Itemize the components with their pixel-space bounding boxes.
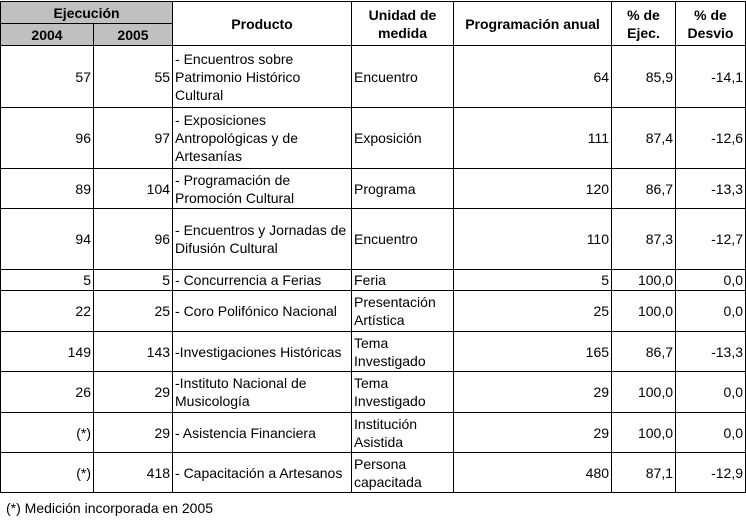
header-2004: 2004 — [1, 24, 94, 46]
cell-unidad: Institución Asistida — [352, 413, 454, 453]
cell-programacion: 29 — [454, 413, 612, 453]
cell-programacion: 25 — [454, 291, 612, 332]
cell-producto: - Encuentros sobre Patrimonio Histórico Cultural — [173, 46, 352, 108]
cell-programacion: 64 — [454, 46, 612, 108]
cell-2004: 22 — [1, 291, 94, 332]
cell-pct-desvio: 0,0 — [676, 372, 746, 413]
header-programacion: Programación anual — [454, 2, 612, 46]
cell-unidad: Programa — [352, 169, 454, 209]
execution-table — [0, 1, 746, 493]
header-ejecucion: Ejecución — [1, 2, 173, 24]
cell-2004: (*) — [1, 413, 94, 453]
cell-pct-ejec: 87,3 — [612, 209, 676, 270]
cell-2004: 94 — [1, 209, 94, 270]
cell-2004: 5 — [1, 270, 94, 291]
cell-producto: - Asistencia Financiera — [173, 413, 352, 453]
cell-unidad: Tema Investigado — [352, 372, 454, 413]
cell-unidad: Presentación Artística — [352, 291, 454, 332]
cell-programacion: 5 — [454, 270, 612, 291]
cell-producto: - Coro Polifónico Nacional — [173, 291, 352, 332]
cell-pct-ejec: 85,9 — [612, 46, 676, 108]
table-row — [1, 413, 746, 453]
cell-programacion: 111 — [454, 108, 612, 169]
cell-2004: 26 — [1, 372, 94, 413]
cell-pct-ejec: 87,4 — [612, 108, 676, 169]
cell-2005: 55 — [94, 46, 173, 108]
cell-producto: - Exposiciones Antropológicas y de Artesanías — [173, 108, 352, 169]
table-row — [1, 453, 746, 493]
table-row — [1, 270, 746, 291]
cell-pct-ejec: 100,0 — [612, 291, 676, 332]
cell-pct-desvio: -12,9 — [676, 453, 746, 493]
cell-2005: 29 — [94, 413, 173, 453]
header-pct-desvio: % de Desvio — [676, 2, 746, 46]
cell-unidad: Persona capacitada — [352, 453, 454, 493]
table-row — [1, 46, 746, 108]
cell-programacion: 480 — [454, 453, 612, 493]
cell-unidad: Encuentro — [352, 46, 454, 108]
table-row — [1, 169, 746, 209]
cell-programacion: 29 — [454, 372, 612, 413]
cell-programacion: 120 — [454, 169, 612, 209]
cell-producto: - Capacitación a Artesanos — [173, 453, 352, 493]
table-row — [1, 372, 746, 413]
cell-pct-ejec: 86,7 — [612, 332, 676, 372]
cell-pct-desvio: 0,0 — [676, 270, 746, 291]
table-row — [1, 209, 746, 270]
cell-2004: (*) — [1, 453, 94, 493]
cell-pct-ejec: 87,1 — [612, 453, 676, 493]
cell-unidad: Exposición — [352, 108, 454, 169]
cell-pct-ejec: 100,0 — [612, 413, 676, 453]
cell-pct-desvio: -12,6 — [676, 108, 746, 169]
cell-2004: 96 — [1, 108, 94, 169]
cell-pct-ejec: 86,7 — [612, 169, 676, 209]
cell-2004: 89 — [1, 169, 94, 209]
cell-2005: 97 — [94, 108, 173, 169]
cell-unidad: Tema Investigado — [352, 332, 454, 372]
cell-2005: 25 — [94, 291, 173, 332]
cell-pct-desvio: -12,7 — [676, 209, 746, 270]
table-row — [1, 332, 746, 372]
cell-2005: 5 — [94, 270, 173, 291]
cell-pct-desvio: -13,3 — [676, 169, 746, 209]
cell-2005: 418 — [94, 453, 173, 493]
cell-pct-ejec: 100,0 — [612, 270, 676, 291]
cell-2004: 149 — [1, 332, 94, 372]
cell-2005: 104 — [94, 169, 173, 209]
header-2005: 2005 — [94, 24, 173, 46]
cell-producto: -Investigaciones Históricas — [173, 332, 352, 372]
table-row — [1, 291, 746, 332]
cell-2004: 57 — [1, 46, 94, 108]
cell-unidad: Feria — [352, 270, 454, 291]
cell-pct-ejec: 100,0 — [612, 372, 676, 413]
header-producto: Producto — [173, 2, 352, 46]
cell-pct-desvio: -13,3 — [676, 332, 746, 372]
cell-pct-desvio: -14,1 — [676, 46, 746, 108]
table-row — [1, 108, 746, 169]
cell-unidad: Encuentro — [352, 209, 454, 270]
cell-programacion: 110 — [454, 209, 612, 270]
cell-producto: - Concurrencia a Ferias — [173, 270, 352, 291]
cell-producto: - Encuentros y Jornadas de Difusión Cultural — [173, 209, 352, 270]
cell-2005: 29 — [94, 372, 173, 413]
cell-pct-desvio: 0,0 — [676, 291, 746, 332]
header-pct-ejec: % de Ejec. — [612, 2, 676, 46]
cell-programacion: 165 — [454, 332, 612, 372]
cell-2005: 96 — [94, 209, 173, 270]
cell-producto: -Instituto Nacional de Musicología — [173, 372, 352, 413]
footnote: (*) Medición incorporada en 2005 — [6, 500, 214, 516]
header-unidad: Unidad de medida — [352, 2, 454, 46]
cell-pct-desvio: 0,0 — [676, 413, 746, 453]
cell-2005: 143 — [94, 332, 173, 372]
cell-producto: - Programación de Promoción Cultural — [173, 169, 352, 209]
